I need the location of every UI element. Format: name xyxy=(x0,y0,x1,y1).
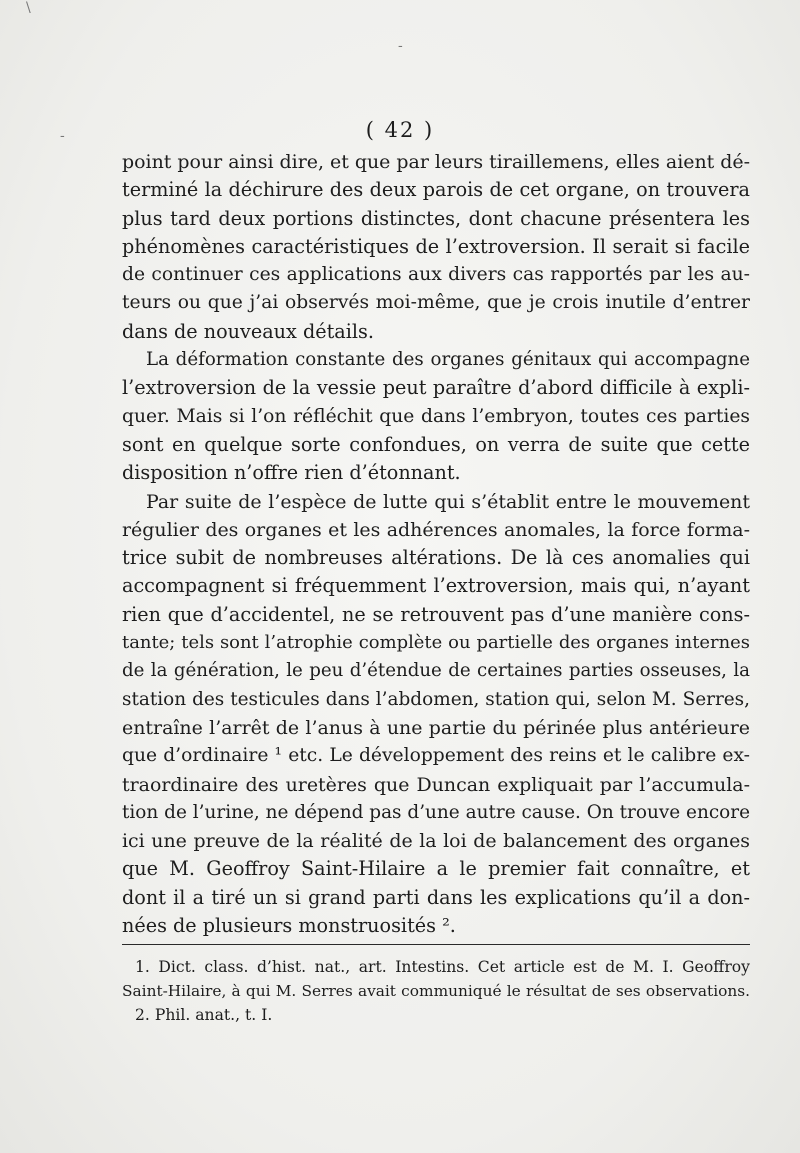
text-line: de la génération, le peu d’étendue de certaines parties osseuses, la xyxy=(122,660,750,682)
text-line: régulier des organes et les adhérences anomales, la force forma- xyxy=(122,518,750,541)
text-line: rien que d’accidentel, ne se retrouvent pas d’une manière cons- xyxy=(122,602,750,626)
text-line: La déformation constante des organes génitaux qui accompagne xyxy=(146,349,750,371)
footnotes xyxy=(122,955,750,1027)
body-text xyxy=(122,148,750,940)
text-line: trice subit de nombreuses altérations. De là ces anomalies qui xyxy=(122,546,750,570)
footnote-line: 2. Phil. anat., t. I. xyxy=(135,1006,273,1024)
scan-speck: - xyxy=(60,128,65,144)
text-line: disposition n’offre rien d’étonnant. xyxy=(122,461,461,485)
text-line: de continuer ces applications aux divers cas rapportés par les au- xyxy=(122,264,750,286)
page-number: ( 42 ) xyxy=(365,118,435,142)
text-line: point pour ainsi dire, et que par leurs tiraillemens, elles aient dé- xyxy=(122,151,751,173)
scan-speck: \ xyxy=(26,0,31,16)
text-line: terminé la déchirure des deux parois de cet organe, on trouvera xyxy=(122,178,750,202)
text-line: que M. Geoffroy Saint-Hilaire a le premier fait connaître, et xyxy=(122,857,750,881)
text-line: Par suite de l’espèce de lutte qui s’établit entre le mouvement xyxy=(146,490,750,513)
text-line: que d’ordinaire ¹ etc. Le développement des reins et le calibre ex- xyxy=(122,745,750,767)
text-line: sont en quelque sorte confondues, on verra de suite que cette xyxy=(122,432,750,456)
text-line: plus tard deux portions distinctes, dont chacune présentera les xyxy=(122,206,750,230)
text-line: entraîne l’arrêt de l’anus à une partie du périnée plus antérieure xyxy=(122,716,750,739)
text-line: nées de plusieurs monstruosités ². xyxy=(122,914,456,938)
footnote-rule xyxy=(122,944,750,945)
text-line: tante; tels sont l’atrophie complète ou partielle des organes internes xyxy=(122,632,750,654)
text-line: tion de l’urine, ne dépend pas d’une autre cause. On trouve encore xyxy=(122,801,750,823)
text-line: dans de nouveaux détails. xyxy=(122,319,374,343)
text-line: dont il a tiré un si grand parti dans les explications qu’il a don- xyxy=(122,885,750,909)
text-line: traordinaire des uretères que Duncan expliquait par l’accumula- xyxy=(122,773,750,796)
text-line: station des testicules dans l’abdomen, station qui, selon M. Serres, xyxy=(122,688,750,710)
text-line: accompagnent si fréquemment l’extroversion, mais qui, n’ayant xyxy=(122,574,750,598)
text-line: quer. Mais si l’on réfléchit que dans l’embryon, toutes ces parties xyxy=(122,405,750,427)
scan-speck: - xyxy=(398,38,403,54)
footnote-line: Saint-Hilaire, à qui M. Serres avait communiqué le résultat de ses observations. xyxy=(122,982,750,1000)
text-line: ici une preuve de la réalité de la loi de balancement des organes xyxy=(122,830,750,853)
text-line: l’extroversion de la vessie peut paraître d’abord difficile à expli- xyxy=(122,376,750,400)
text-line: phénomènes caractéristiques de l’extroversion. Il serait si facile xyxy=(122,234,750,258)
footnote-line: 1. Dict. class. d’hist. nat., art. Intestins. Cet article est de M. I. Geoffroy xyxy=(135,958,750,976)
text-line: teurs ou que j’ai observés moi-même, que je crois inutile d’entrer xyxy=(122,292,750,314)
